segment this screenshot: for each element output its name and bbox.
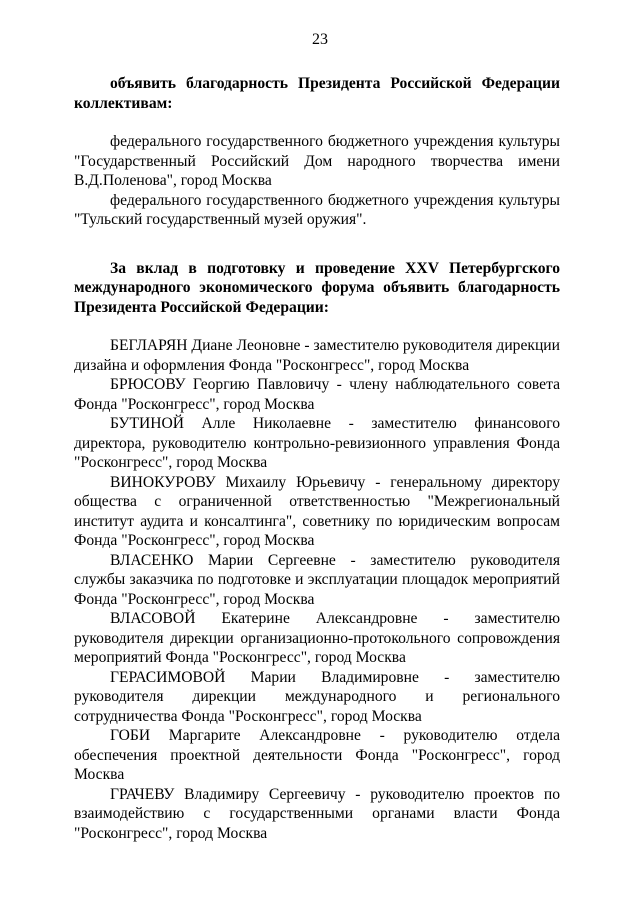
- list-item: ВИНОКУРОВУ Михаилу Юрьевичу - генеральному директору общества с ограниченной ответственностью "Межрегиональный институт аудита и консалтинга", советнику по юридическим вопросам Фонда "Росконгресс", город Москва: [74, 473, 560, 549]
- list-item: БЕГЛАРЯН Диане Леоновне - заместителю руководителя дирекции дизайна и оформления Фонда "Росконгресс", город Москва: [74, 337, 560, 374]
- spacer: [74, 230, 560, 259]
- list-item: федерального государственного бюджетного учреждения культуры "Тульский государственный музей оружия".: [74, 191, 560, 228]
- spacer: [74, 317, 560, 336]
- list-item: ГЕРАСИМОВОЙ Марии Владимировне - заместителю руководителя дирекции международного и регионального сотрудничества Фонда "Росконгресс", город Москва: [74, 668, 560, 725]
- list-item: ВЛАСЕНКО Марии Сергеевне - заместителю руководителя службы заказчика по подготовке и эксплуатации площадок мероприятий Фонда "Росконгресс", город Москва: [74, 551, 560, 608]
- section-heading-forum: За вклад в подготовку и проведение XXV Петербургского международного экономического форума объявить благодарность Президента Российской Федерации:: [74, 259, 560, 316]
- list-item: федерального государственного бюджетного учреждения культуры "Государственный Российский Дом народного творчества имени В.Д.Поленова", город Москва: [74, 133, 560, 189]
- list-item: БРЮСОВУ Георгию Павловичу - члену наблюдательного совета Фонда "Росконгресс", город Москва: [74, 376, 560, 413]
- spacer: [74, 113, 560, 132]
- list-item: БУТИНОЙ Алле Николаевне - заместителю финансового директора, руководителю контрольно-ревизионного управления Фонда "Росконгресс", город Москва: [74, 415, 560, 471]
- list-item: ГРАЧЕВУ Владимиру Сергеевичу - руководителю проектов по взаимодействию с государственными органами власти Фонда "Росконгресс", город Москва: [74, 785, 560, 842]
- section-heading-collectives: объявить благодарность Президента Российской Федерации коллективам:: [74, 75, 560, 112]
- list-item: ГОБИ Маргарите Александровне - руководителю отдела обеспечения проектной деятельности Фонда "Росконгресс", город Москва: [74, 727, 560, 783]
- document-body: [74, 74, 560, 843]
- list-item: ВЛАСОВОЙ Екатерине Александровне - заместителю руководителя дирекции организационно-протокольного сопровождения мероприятий Фонда "Росконгресс", город Москва: [74, 610, 560, 666]
- page-number: 23: [312, 31, 328, 48]
